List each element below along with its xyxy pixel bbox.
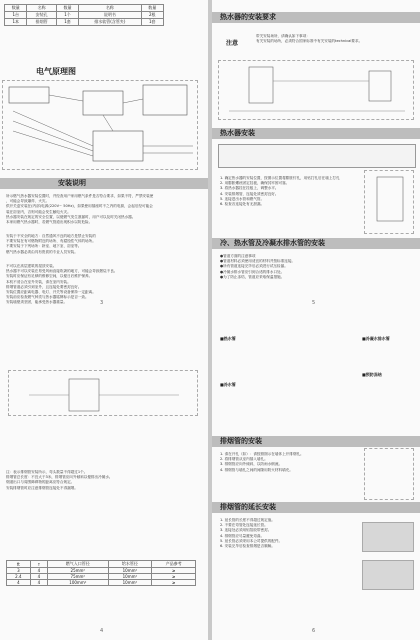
note-box-2 <box>362 560 414 590</box>
install-text <box>6 194 204 225</box>
text-line: 3. 连接处必须用铝箔胶带密封。 <box>220 528 272 533</box>
table-cell: 排水软管(含管夹) <box>79 19 141 26</box>
section-title-flue-extension: 排烟管的延长安装 <box>220 503 276 511</box>
text-line: 热水器不可以安装在易受风雨直接吹袭的地方，可能会导致燃烧不良。 <box>6 269 118 274</box>
text-line: 排烟管道必须引到室外，且连接处要密封良好。 <box>6 284 82 289</box>
attention-label: 注意 <box>226 40 239 47</box>
attention-box <box>218 144 416 168</box>
text-line: 不要安装在有可燃物附近的场所、有腐蚀性气体的场所。 <box>6 239 96 244</box>
page-number-right-bottom: 6 <box>312 628 316 634</box>
text-line: ，可能会导致爆炸、火灾。 <box>6 199 50 204</box>
page-number-right: 5 <box>312 300 316 306</box>
text-line: 4. 安装排烟管，连接处须密封良好。 <box>220 191 279 196</box>
table-cell: 说明书 <box>79 12 141 19</box>
table-header-cell: 数量 <box>5 5 27 12</box>
table-header-cell: ↑ <box>30 561 47 568</box>
section-title-heater-install: 热水器安装 <box>220 129 255 137</box>
text-line: 装在浴室内，否则可能会发生触电火灾。 <box>6 209 71 214</box>
text-line: 3. 排烟管应向外倾斜，以防雨水倒流。 <box>220 462 283 467</box>
table-cell: 2.4 <box>7 574 31 580</box>
page-number-bottom: 4 <box>100 628 104 634</box>
section-header-flue <box>212 436 420 447</box>
table-cell: 1个 <box>56 12 78 19</box>
text-line: 2. 将排烟管从室内插入墙孔。 <box>220 457 268 462</box>
text-line: 3. 将热水器挂在挂板上，调整水平。 <box>220 186 279 191</box>
text-line: 安装墙壁须坚固，能承受热水器重量。 <box>6 300 68 305</box>
table-header-cell: ft <box>7 561 31 568</box>
table-cell: 1套 <box>56 19 78 26</box>
section-title-install-req: 热水器的安装要求 <box>220 13 276 21</box>
clearance-graphic <box>9 371 199 417</box>
table-header-cell: 给水管径 <box>108 561 152 568</box>
flue-figure <box>364 448 414 500</box>
section-header-pipes <box>212 238 420 249</box>
text-line: 不要安装于下列场所：卧室、地下室、浴室等。 <box>6 244 82 249</box>
text-line: 所示燃气热水器安装位置时，并经查用户家用燃气条件是否符合要求，如果不符，严禁安装使 <box>6 194 154 198</box>
text-line: 6. 检查各连接处有无泄漏。 <box>220 202 265 207</box>
text-line: 安装时应保证有足够的维修空间，以便日后维护保养。 <box>6 274 93 279</box>
section-header-heater-install <box>212 128 420 139</box>
table-cell: 75mm² <box>48 574 108 580</box>
text-line: ●管道材料必须使用适宜的材料并按标准连接。 <box>220 259 296 264</box>
attention-text <box>256 34 416 44</box>
bullet-hot-water: ■热水管 <box>220 336 236 341</box>
section-title-electrical-diagram: 电气原理图 <box>36 67 76 76</box>
bullet-cold-water: ■冷水管 <box>220 382 236 387</box>
table-row <box>5 12 164 19</box>
install-standard-graphic <box>219 61 415 121</box>
pipes-text <box>220 254 416 280</box>
table-cell: 10mm² <box>108 574 152 580</box>
table-cell: 4 <box>30 568 47 574</box>
note-box <box>362 522 414 552</box>
table-header-cell: 名称 <box>79 5 141 12</box>
table-header-cell: 产品参考 <box>152 561 196 568</box>
table-cell: 10mm² <box>108 580 152 586</box>
text-line: 2. 不要在弯管处连接延长管。 <box>220 523 268 528</box>
table-cell: ≥ <box>152 580 196 586</box>
section-header-install-instructions <box>0 178 208 189</box>
text-line: 供开关盒安装在(内部)电源(220V~ 50Hz)，如果使用插座时不之内的电源，会起后经可能会 <box>6 204 153 209</box>
page-number: 3 <box>100 300 104 306</box>
placement-text <box>6 264 204 306</box>
flue-text <box>6 470 204 491</box>
table-header-cell: 数量 <box>141 5 163 12</box>
text-line: ●为了防止冻结，管道应采取保温措施。 <box>220 274 285 279</box>
wiring-diagram-graphic <box>3 81 199 171</box>
section-title-flue: 排烟管的安装 <box>220 437 262 445</box>
text-line: 6. 安装完毕后检查排烟是否顺畅。 <box>220 544 275 549</box>
table-cell: 100mm² <box>48 580 108 586</box>
text-line: 5. 延长管必须采用本公司提供的配件。 <box>220 538 283 543</box>
text-line: ●管道方面的注意事项 <box>220 254 256 258</box>
text-line: 1. 确定热水器的安装位置，按图示位置将膨胀钉孔，用钻打孔后在墙上打孔 <box>220 176 340 180</box>
text-line: ●所有管道连接完毕后必须进行试压检漏。 <box>220 264 288 269</box>
section-header-flue-extension <box>212 502 420 513</box>
table-header-cell: 数量 <box>56 5 78 12</box>
left-page <box>0 0 208 640</box>
table-cell: 4 <box>7 580 31 586</box>
text-line: 4. 排烟管应尽量避免弯曲。 <box>220 533 265 538</box>
text-line: 安装于不安全的地方：自然通风不良的地方是禁止安装的 <box>6 234 96 238</box>
text-line: 燃气热水器必须由具有资质的专业人员安装。 <box>6 249 78 254</box>
clearance-figure <box>8 370 198 416</box>
section-title-pipes: 冷、热水管及冷凝水排水管的安装 <box>220 239 325 247</box>
install-standard-figure <box>218 60 414 120</box>
table-cell: 4 <box>30 580 47 586</box>
right-page <box>212 0 420 640</box>
wiring-diagram <box>2 80 198 170</box>
table-header-cell: 名称 <box>27 5 56 12</box>
table-cell: 1套 <box>141 19 163 26</box>
text-line: 2. 用膨胀螺丝固定挂板，确保其牢固可靠。 <box>220 181 290 186</box>
text-line: 安装排烟管时应注意排烟管连接处不得漏烟。 <box>6 485 78 490</box>
text-line: 不可以在高层建筑的屋顶安装。 <box>6 264 57 268</box>
accessory-table <box>4 4 164 26</box>
text-line: 有关安装的场所，必须符合国家标准中有关安装的technical要求。 <box>256 39 363 44</box>
text-line: 安装前应检查燃气种类与热水器铭牌标示是否一致。 <box>6 295 89 300</box>
table-cell: 4 <box>30 574 47 580</box>
section-title-install: 安装说明 <box>58 179 86 187</box>
text-line: 带关安装场所，请确认如下事项： <box>256 34 310 38</box>
table-cell: 10mm² <box>108 568 152 574</box>
table-row <box>7 580 196 586</box>
heater-install-text <box>220 176 360 207</box>
table-cell: 1本 <box>5 19 27 26</box>
text-line: 排烟管总长度：不宜大于3米，排烟管应向外倾斜以便排出冷凝水。 <box>6 475 113 480</box>
text-line: 5. 连接进出水管和燃气管。 <box>220 196 265 201</box>
table-cell: ≥ <box>152 568 196 574</box>
text-line: 4. 排烟管与墙孔之间的间隙用防火材料填充。 <box>220 467 293 472</box>
table-cell: 1台 <box>5 12 27 19</box>
table-cell: 安装孔 <box>27 12 56 19</box>
text-line: 注：表示排烟管安装所示，弯头数量不得超过1个。 <box>6 470 88 474</box>
text-line: 本家用燃气热水器时，若燃气管道出现积水以防危险。 <box>6 220 93 225</box>
flue-extension-text <box>220 518 360 549</box>
table-cell: 排烟管 <box>27 19 56 26</box>
warning-text <box>6 234 204 255</box>
text-line: 热水器安装在规定的安全位置，以便燃气发生泄漏时，用户可以及时关闭热水器。 <box>6 214 136 219</box>
table-cell: ≥ <box>152 574 196 580</box>
table-cell: 25mm² <box>48 568 108 574</box>
text-line: 本机不适合在室外安装，请在室内安装。 <box>6 279 71 284</box>
text-line: 安装位置应距离电器、电灯、开关等设备保持一定距离。 <box>6 290 96 295</box>
text-line: 1. 延长管的长度不得超过规定值。 <box>220 518 275 522</box>
table-header-cell: 燃气入口管径 <box>48 561 108 568</box>
text-line: 1. 请在开孔（如）：请按照图示在墙体上开排烟孔。 <box>220 452 304 456</box>
table-cell: 2根 <box>141 12 163 19</box>
bullet-condensate: ■冷凝水排水管 <box>362 336 390 341</box>
table-cell: 3 <box>7 568 31 574</box>
text-line: ●冷凝水排水管应引到合适的排水口处。 <box>220 269 285 274</box>
mounting-figure <box>364 170 414 234</box>
mounting-graphic <box>365 171 415 235</box>
table-row <box>5 19 164 26</box>
bullet-freeze: ■预防冻结 <box>362 372 382 377</box>
section-header-install-requirements <box>212 12 420 23</box>
text-line: 烟道出口与周围障碍物的距离应符合规定。 <box>6 480 75 485</box>
pipe-size-table <box>6 560 196 586</box>
flue-install-text <box>220 452 362 473</box>
